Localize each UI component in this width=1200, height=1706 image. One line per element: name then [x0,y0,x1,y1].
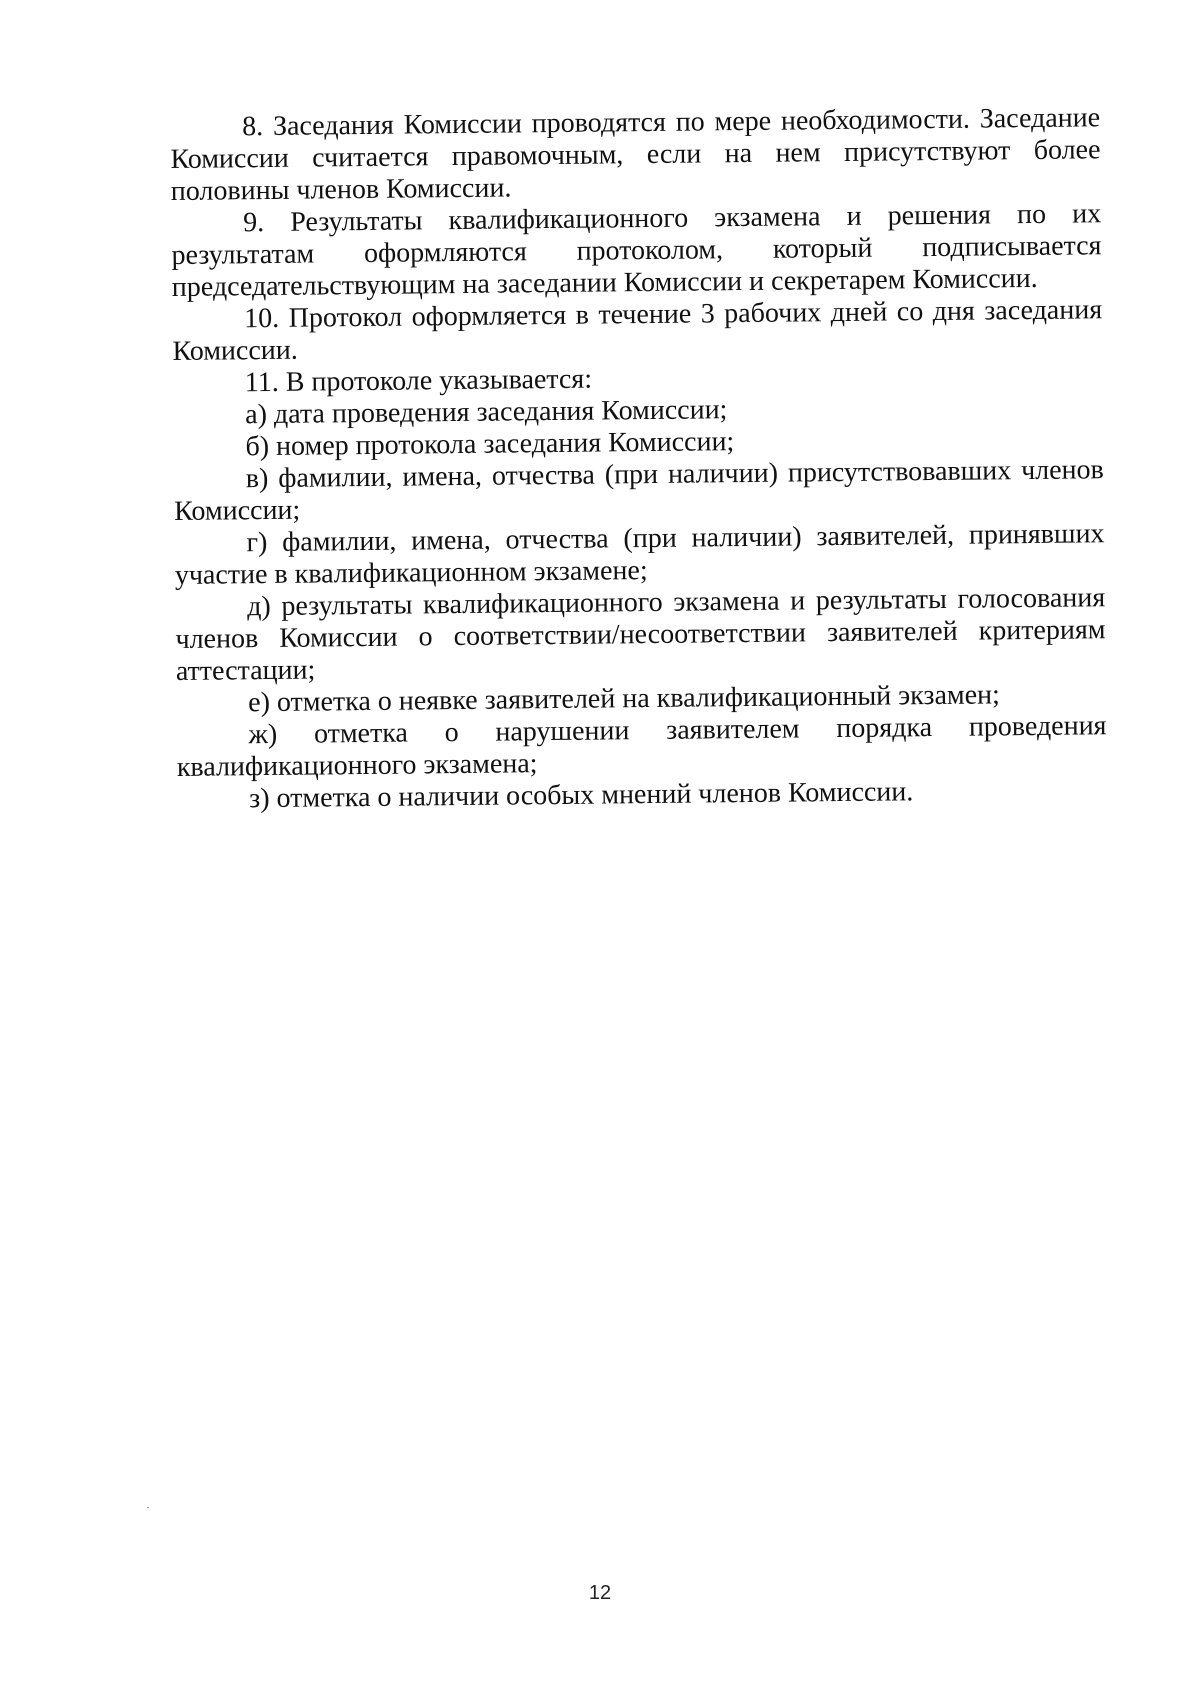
paragraph-11: 11. В протоколе указывается: [244,363,593,399]
scan-speck [147,1507,149,1508]
list-item-g: г) фамилии, имена, отчества (при наличии) заявителей, принявших участие в квалификационном экзамене; [174,518,1105,591]
list-item-z: з) отметка о наличии особых мнений членов Комиссии. [249,776,914,815]
paragraph-10: 10. Протокол оформляется в течение 3 рабочих дней со дня заседания Комиссии. [172,294,1103,367]
list-item-a: а) дата проведения заседания Комиссии; [245,394,728,431]
document-body [170,102,1107,816]
page-number: 12 [588,1582,612,1604]
list-item-d: д) результаты квалификационного экзамена и результаты голосования членов Комиссии о соответствии/несоответствии заявителей критериям аттестации; [175,582,1106,687]
list-item-e: е) отметка о неявке заявителей на квалификационный экзамен; [248,679,1001,719]
list-item-zh: ж) отметка о нарушении заявителем порядка проведения квалификационного экзамена; [176,710,1107,783]
list-item-b: б) номер протокола заседания Комиссии; [245,426,735,463]
paragraph-9: 9. Результаты квалификационного экзамена и решения по их результатам оформляются протоколом, который подписывается председательствующим на заседании Комиссии и секретарем Комиссии. [171,198,1102,303]
paragraph-8: 8. Заседания Комиссии проводятся по мере необходимости. Заседание Комиссии считается правомочным, если на нем присутствуют более половины членов Комиссии. [170,102,1101,207]
list-item-v: в) фамилии, имена, отчества (при наличии) присутствовавших членов Комиссии; [174,454,1104,527]
